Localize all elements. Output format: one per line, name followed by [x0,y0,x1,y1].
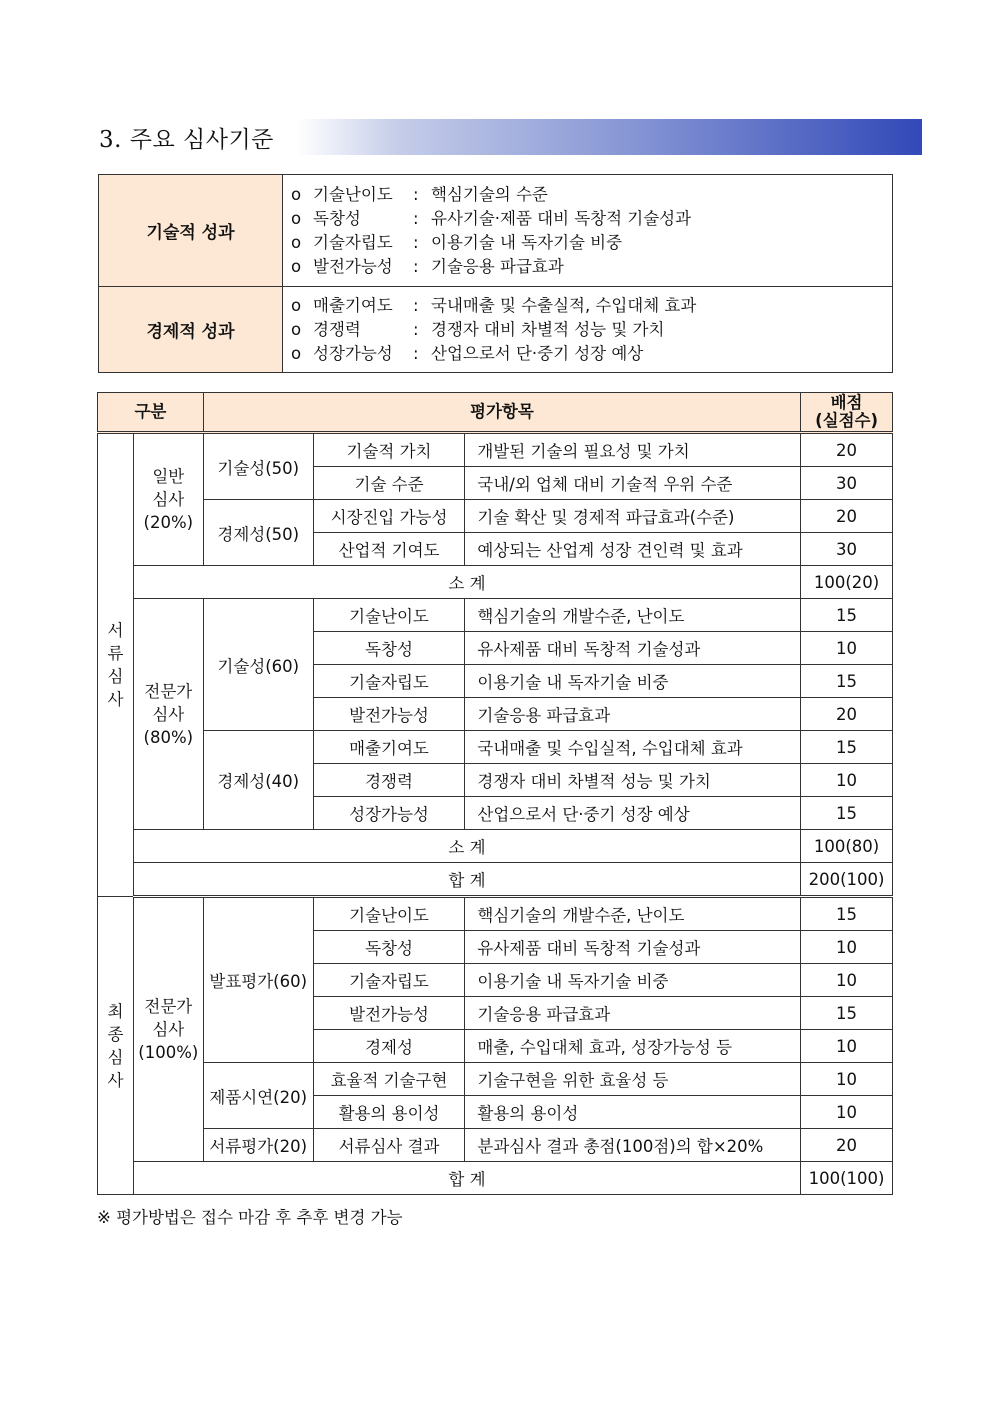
criteria-item: o 성장가능성 : 산업으로서 단·중기 성장 예상 [291,343,644,363]
table-row [98,599,893,632]
score-cell: 10 [801,964,893,997]
total-row [98,863,893,897]
score-cell: 30 [801,467,893,500]
total-label: 합 계 [133,1162,800,1195]
desc-cell: 분과심사 결과 총점(100점)의 합×20% [465,1129,801,1162]
criteria-item: o 경쟁력 : 경쟁자 대비 차별적 성능 및 가치 [291,319,665,339]
score-cell: 15 [801,997,893,1030]
subtotal-value: 100(80) [801,830,893,863]
header-category: 구분 [98,393,204,433]
criteria-item: o 발전가능성 : 기술응용 파급효과 [291,256,564,276]
desc-cell: 핵심기술의 개발수준, 난이도 [465,599,801,632]
score-cell: 15 [801,797,893,830]
group-label: 발표평가(60) [203,897,313,1063]
subtotal-row [98,830,893,863]
evaluation-table [97,392,893,1195]
criteria-row [99,287,893,373]
desc-cell: 경쟁자 대비 차별적 성능 및 가치 [465,764,801,797]
table-header-row [98,393,893,433]
doc-review-label: 서 류 심 사 [98,433,134,897]
group-label: 기술성(50) [203,433,313,500]
table-row [98,731,893,764]
item-cell: 독창성 [313,931,465,964]
desc-cell: 기술구현을 위한 효율성 등 [465,1063,801,1096]
total-label: 합 계 [133,863,800,897]
final-expert-label: 전문가 심사 (100%) [133,897,203,1162]
score-cell: 20 [801,698,893,731]
table-row [98,1063,893,1096]
item-cell: 기술자립도 [313,665,465,698]
item-cell: 기술자립도 [313,964,465,997]
desc-cell: 유사제품 대비 독창적 기술성과 [465,632,801,665]
desc-cell: 매출, 수입대체 효과, 성장가능성 등 [465,1030,801,1063]
item-cell: 기술난이도 [313,897,465,931]
item-cell: 발전가능성 [313,997,465,1030]
item-cell: 기술난이도 [313,599,465,632]
score-cell: 10 [801,931,893,964]
score-cell: 10 [801,1096,893,1129]
total-value: 200(100) [801,863,893,897]
item-cell: 기술 수준 [313,467,465,500]
criteria-label: 경제적 성과 [99,287,283,373]
score-cell: 10 [801,1030,893,1063]
subtotal-label: 소 계 [133,830,800,863]
table-row [98,1129,893,1162]
subtotal-value: 100(20) [801,566,893,599]
item-cell: 서류심사 결과 [313,1129,465,1162]
group-label: 서류평가(20) [203,1129,313,1162]
score-cell: 15 [801,665,893,698]
score-cell: 15 [801,731,893,764]
item-cell: 경쟁력 [313,764,465,797]
header-items: 평가항목 [203,393,800,433]
criteria-body [283,175,893,287]
total-row [98,1162,893,1195]
general-review-label: 일반 심사 (20%) [133,433,203,566]
criteria-row [99,175,893,287]
group-label: 기술성(60) [203,599,313,731]
desc-cell: 기술응용 파급효과 [465,698,801,731]
desc-cell: 국내매출 및 수입실적, 수입대체 효과 [465,731,801,764]
score-cell: 15 [801,599,893,632]
table-row [98,500,893,533]
table-row [98,433,893,467]
score-cell: 20 [801,500,893,533]
score-cell: 15 [801,897,893,931]
criteria-body [283,287,893,373]
criteria-label: 기술적 성과 [99,175,283,287]
score-cell: 20 [801,1129,893,1162]
item-cell: 매출기여도 [313,731,465,764]
item-cell: 발전가능성 [313,698,465,731]
item-cell: 산업적 기여도 [313,533,465,566]
desc-cell: 이용기술 내 독자기술 비중 [465,964,801,997]
desc-cell: 기술 확산 및 경제적 파급효과(수준) [465,500,801,533]
group-label: 경제성(50) [203,500,313,566]
criteria-item: o 독창성 : 유사기술·제품 대비 독창적 기술성과 [291,208,692,228]
final-review-label: 최 종 심 사 [98,897,134,1195]
item-cell: 성장가능성 [313,797,465,830]
item-cell: 효율적 기술구현 [313,1063,465,1096]
item-cell: 경제성 [313,1030,465,1063]
criteria-item: o 기술자립도 : 이용기술 내 독자기술 비중 [291,232,623,252]
desc-cell: 이용기술 내 독자기술 비중 [465,665,801,698]
score-cell: 10 [801,632,893,665]
header-score: 배점 (실점수) [801,393,893,433]
group-label: 경제성(40) [203,731,313,830]
desc-cell: 산업으로서 단·중기 성장 예상 [465,797,801,830]
desc-cell: 핵심기술의 개발수준, 난이도 [465,897,801,931]
group-label: 제품시연(20) [203,1063,313,1129]
table-row [98,897,893,931]
desc-cell: 활용의 용이성 [465,1096,801,1129]
score-cell: 20 [801,433,893,467]
item-cell: 활용의 용이성 [313,1096,465,1129]
desc-cell: 개발된 기술의 필요성 및 가치 [465,433,801,467]
desc-cell: 유사제품 대비 독창적 기술성과 [465,931,801,964]
desc-cell: 예상되는 산업계 성장 견인력 및 효과 [465,533,801,566]
section-heading [97,119,922,155]
score-cell: 10 [801,1063,893,1096]
criteria-table [98,174,893,373]
section-title: 3. 주요 심사기준 [99,126,274,153]
score-cell: 30 [801,533,893,566]
score-cell: 10 [801,764,893,797]
item-cell: 시장진입 가능성 [313,500,465,533]
subtotal-row [98,566,893,599]
footnote: ※ 평가방법은 접수 마감 후 추후 변경 가능 [97,1208,403,1227]
desc-cell: 기술응용 파급효과 [465,997,801,1030]
subtotal-label: 소 계 [133,566,800,599]
item-cell: 독창성 [313,632,465,665]
total-value: 100(100) [801,1162,893,1195]
expert-review-label: 전문가 심사 (80%) [133,599,203,830]
criteria-item: o 매출기여도 : 국내매출 및 수출실적, 수입대체 효과 [291,295,697,315]
criteria-item: o 기술난이도 : 핵심기술의 수준 [291,184,548,204]
item-cell: 기술적 가치 [313,433,465,467]
desc-cell: 국내/외 업체 대비 기술적 우위 수준 [465,467,801,500]
